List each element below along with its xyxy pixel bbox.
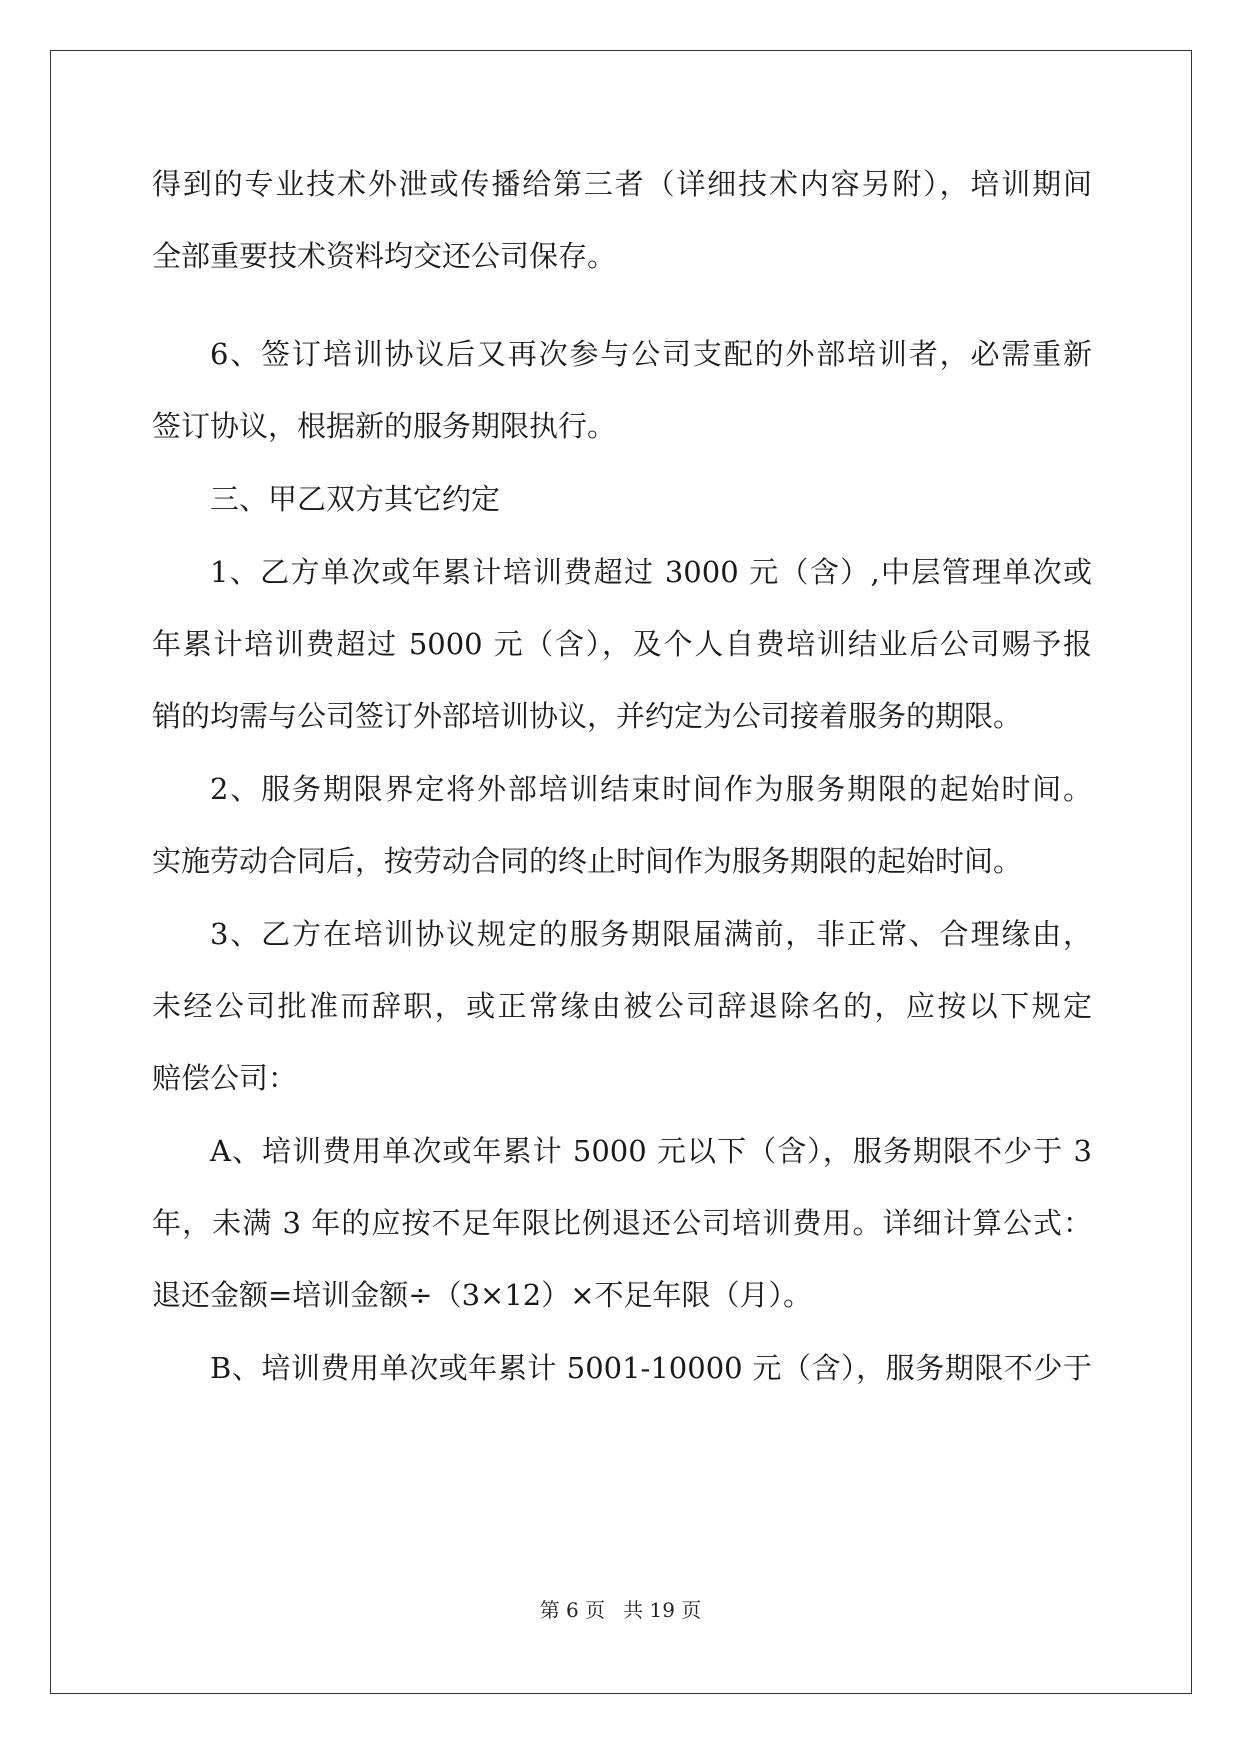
text-line-6: 1、乙方单次或年累计培训费超过 3000 元（含）,中层管理单次或 xyxy=(210,555,1092,589)
text-line-4: 签订协议，根据新的服务期限执行。 xyxy=(152,409,617,443)
document-body xyxy=(152,164,1092,1388)
text-line-8: 销的均需与公司签订外部培训协议，并约定为公司接着服务的期限。 xyxy=(152,699,1023,733)
text-line-2: 全部重要技术资料均交还公司保存。 xyxy=(152,239,617,273)
text-line-10: 实施劳动合同后，按劳动合同的终止时间作为服务期限的起始时间。 xyxy=(152,844,1023,878)
page-total: 共 19 页 xyxy=(623,1598,702,1622)
text-line-3: 6、签订培训协议后又再次参与公司支配的外部培训者，必需重新 xyxy=(210,337,1092,371)
text-line-17: B、培训费用单次或年累计 5001-10000 元（含），服务期限不少于 xyxy=(210,1351,1092,1385)
text-line-15: 年，未满 3 年的应按不足年限比例退还公司培训费用。详细计算公式： xyxy=(152,1206,1092,1240)
text-line-14: A、培训费用单次或年累计 5000 元以下（含），服务期限不少于 3 xyxy=(210,1134,1092,1168)
text-line-13: 赔偿公司： xyxy=(152,1061,298,1095)
text-line-11: 3、乙方在培训协议规定的服务期限届满前，非正常、合理缘由， xyxy=(210,917,1092,951)
text-line-12: 未经公司批准而辞职，或正常缘由被公司辞退除名的，应按以下规定 xyxy=(152,989,1092,1023)
text-line-16: 退还金额=培训金额÷（3×12）×不足年限（月）。 xyxy=(152,1278,813,1312)
page-number: 第 6 页 xyxy=(539,1598,606,1622)
text-line-7: 年累计培训费超过 5000 元（含），及个人自费培训结业后公司赐予报 xyxy=(152,627,1092,661)
section-heading: 三、甲乙双方其它约定 xyxy=(210,482,501,516)
page-footer xyxy=(0,1598,1241,1622)
text-line-1: 得到的专业技术外泄或传播给第三者（详细技术内容另附），培训期间 xyxy=(152,167,1092,201)
text-line-9: 2、服务期限界定将外部培训结束时间作为服务期限的起始时间。 xyxy=(210,772,1092,806)
